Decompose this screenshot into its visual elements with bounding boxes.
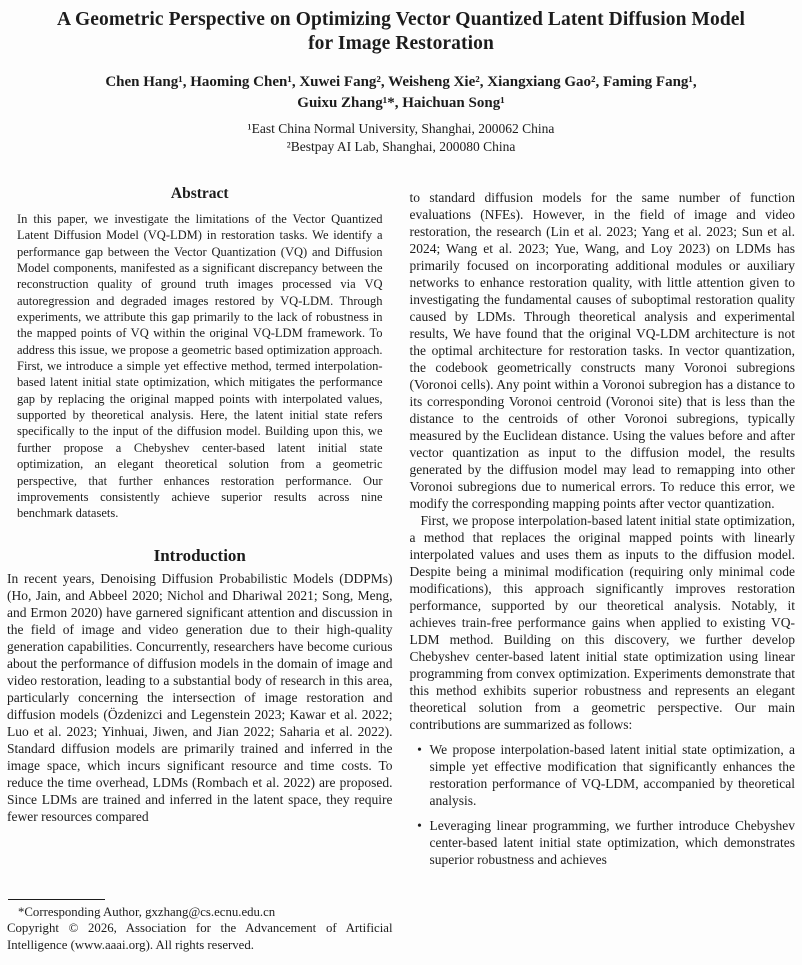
abstract-section (7, 184, 393, 522)
introduction-column1-paragraph: In recent years, Denoising Diffusion Probabilistic Models (DDPMs) (Ho, Jain, and Abbeel 2020; Nichol and Dhariwal 2021; Song, Meng, and Ermon 2020) have garnered significant attention and discussion in the field of image and video generation due to their high-quality generation capabilities. Concurrently, researchers have become curious about the performance of diffusion models in the domain of image and video restoration, leading to a substantial body of research in this area, particularly concerning the intersection of image restoration and diffusion models (Özdenizci and Legenstein 2023; Kawar et al. 2022; Luo et al. 2023; Yinhuai, Jiwen, and Jian 2022; Saharia et al. 2022). Standard diffusion models are primarily trained and inferred in the image space, which incurs significant resource and time costs. To reduce the time overhead, LDMs (Rombach et al. 2022) are proposed. Since LDMs are trained and inferred in the latent space, they require fewer resources compared (7, 570, 393, 824)
paper-title-line-2: for Image Restoration (308, 33, 494, 54)
column-left (7, 182, 393, 956)
paper-title-line-1: A Geometric Perspective on Optimizing Vector Quantized Latent Diffusion Model (56, 9, 746, 30)
introduction-column2-paragraph-1: to standard diffusion models for the same number of function evaluations (NFEs). However, in the field of image and video restoration, the research (Lin et al. 2023; Yang et al. 2023; Sun et al. 2024; Wang et al. 2023; Yue, Wang, and Loy 2023) on LDMs has primarily focused on incorporating additional modules or auxiliary networks to enhance restoration quality, with little attention given to investigating the fundamental causes of suboptimal restoration quality caused by LDMs. Through theoretical analysis and experimental results, We have found that the original VQ-LDM architecture is not the optimal architecture for restoration tasks. In vector quantization, the codebook geometrically constructs many Voronoi subregions (Voronoi cells). Any point within a Voronoi subregion has a distance to its corresponding Voronoi centroid (Voronoi site) that is less than the distance to the centroids of other Voronoi subregions, typically measured by the Euclidean distance. Using the values before and after vector quantization as input to the diffusion model, the results generated by the diffusion model may lead to remapping into other Voronoi subregions due to numerical errors. To reduce this error, we modify the corresponding mapping points after vector quantization. (409, 190, 795, 511)
abstract-text: In this paper, we investigate the limitations of the Vector Quantized Latent Diffusion Model (VQ-LDM) in restoration tasks. We identify a performance gap between the Vector Quantization (VQ) and Diffusion Model components, manifested as a significant discrepancy between the reconstruction quality of ground truth images processed via VQ autoregression and degraded images restored by VQ-LDM. Through experiments, we attribute this gap primarily to the lack of robustness in the mapped points of VQ within the original VQ-LDM framework. To address this issue, we propose a geometric based optimization approach. First, we introduce a simple yet effective method, termed interpolation-based latent initial state optimization, which mitigates the performance gap by replacing the original mapped points with interpolated values, supported by theoretical analysis. Here, the latent initial state refers specifically to the input of the diffusion model. Building upon this, we further propose a Chebyshev center-based latent initial state optimization, an elegant theoretical solution from a geometric perspective, that further enhances restoration performance. Our improvements consistently achieve superior results across nine benchmark datasets. (17, 212, 383, 521)
footnote-corresponding-author: *Corresponding Author, gxzhang@cs.ecnu.edu.cn (18, 904, 276, 919)
footnote-rule (8, 899, 105, 900)
bullet-icon: • (417, 742, 422, 757)
contribution-text: Leveraging linear programming, we further introduce Chebyshev center-based latent initial state optimization, which demonstrates superior robustness and achieves (429, 818, 795, 867)
author-list (7, 72, 795, 114)
footnote-copyright: Copyright © 2026, Association for the Advancement of Artificial Intelligence (www.aaai.org). All rights reserved. (7, 921, 393, 952)
contribution-text: We propose interpolation-based latent initial state optimization, a simple yet effective modification that significantly enhances the restoration performance of VQ-LDM, accompanied by theoretical analysis. (429, 742, 795, 808)
introduction-heading: Introduction (153, 545, 246, 565)
footnote (7, 899, 393, 954)
contribution-item (410, 817, 796, 868)
affiliation-line-2: ²Bestpay AI Lab, Shanghai, 200080 China (286, 139, 516, 154)
two-column-body (7, 182, 795, 956)
abstract-heading: Abstract (170, 185, 229, 202)
affiliation-line-1: ¹East China Normal University, Shanghai, 200062 China (247, 121, 555, 136)
contributions-list (410, 741, 796, 868)
contribution-item (410, 741, 796, 809)
author-line-2: Guixu Zhang¹*, Haichuan Song¹ (297, 95, 505, 111)
paper-title (7, 8, 795, 56)
author-line-1: Chen Hang¹, Haoming Chen¹, Xuwei Fang², Weisheng Xie², Xiangxiang Gao², Faming Fang¹, (105, 74, 697, 90)
column-right (410, 182, 796, 876)
affiliation-list (7, 120, 795, 156)
bullet-icon: • (417, 818, 422, 833)
introduction-column2-paragraph-2: First, we propose interpolation-based latent initial state optimization, a method that replaces the original mapped points with linearly interpolated values and uses them as inputs to the diffusion model. Despite being a minimal modification (requiring only minimal code modifications), this approach significantly improves restoration performance, supported by our theoretical analysis. Notably, it achieves train-free performance gains when applied to existing VQ-LDM method. Building on this discovery, we further develop Chebyshev center-based latent initial state optimization using linear programming from convex optimization. Experiments demonstrate that this method exhibits superior robustness and represents an elegant theoretical solution from a geometric perspective. Our main contributions are summarized as follows: (409, 513, 795, 732)
paper-header (7, 8, 795, 156)
